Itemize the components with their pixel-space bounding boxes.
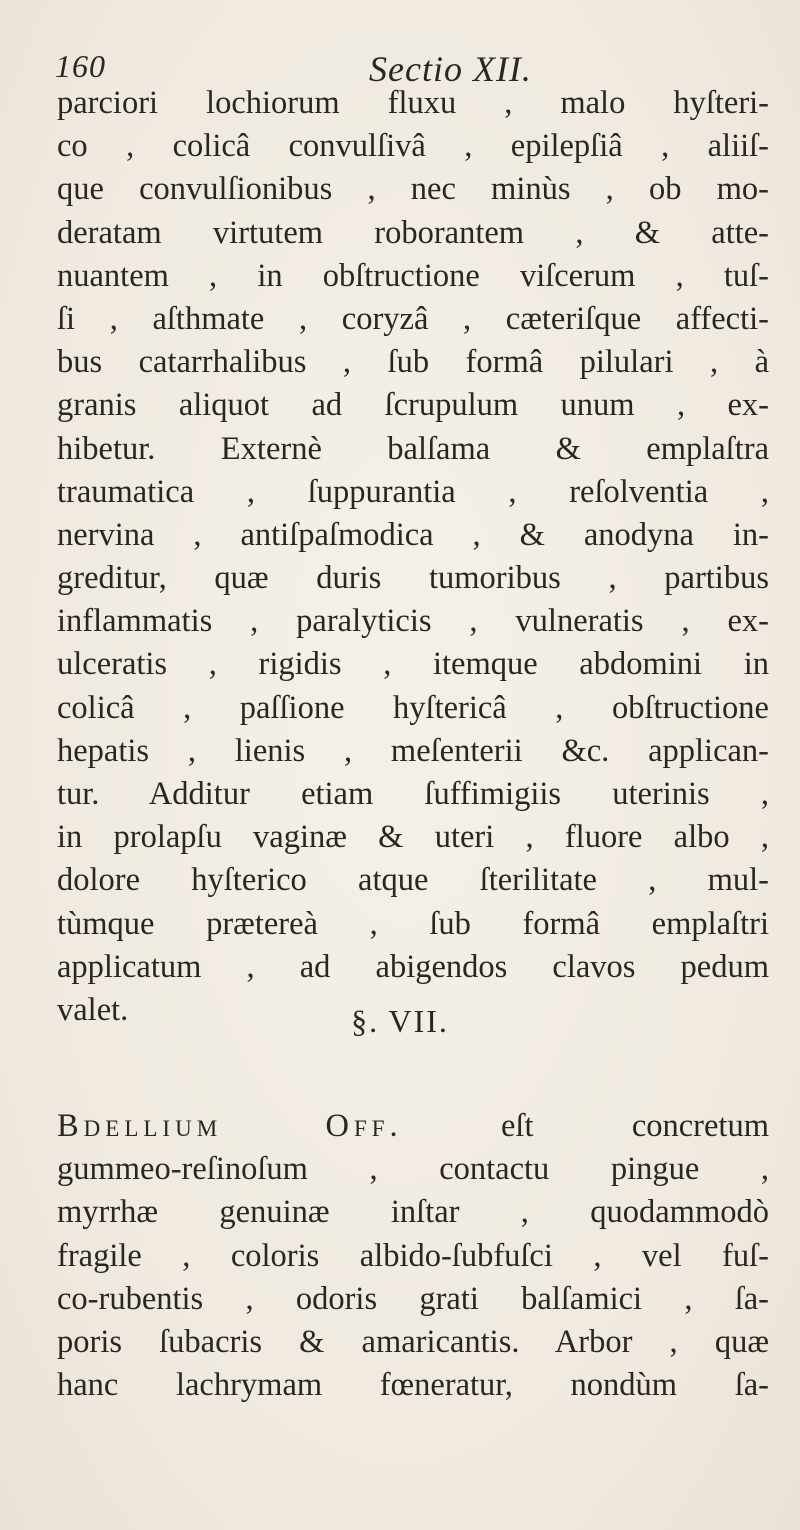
text-line: valet. — [57, 991, 129, 1028]
text-line: deratam virtutem roborantem , & atte- — [57, 214, 769, 251]
text-line: gummeo-reſinoſum , contactu pingue , — [57, 1151, 769, 1188]
text-line: hanc lachrymam fœneratur, nondùm ſa- — [57, 1367, 769, 1404]
running-head: Sectio XII. — [369, 49, 532, 89]
text-line: inflammatis , paralyticis , vulneratis , ex- — [57, 603, 769, 640]
text-line: tur. Additur etiam ſuffimigiis uterinis , — [57, 776, 769, 812]
entry-term: Bdellium Off. — [57, 1108, 403, 1144]
text-line: ſi , aſthmate , coryzâ , cæteriſque affecti- — [57, 300, 769, 337]
paragraph-2-body — [57, 1148, 769, 1407]
text-line: hibetur. Externè balſama & emplaſtra — [57, 430, 769, 467]
text-line: co , colicâ convulſivâ , epilepſiâ , aliiſ- — [57, 128, 769, 165]
text-line: poris ſubacris & amaricantis. Arbor , quæ — [57, 1323, 769, 1360]
text-line: tùmque prætereà , ſub formâ emplaſtri — [57, 905, 769, 942]
text-line: granis aliquot ad ſcrupulum unum , ex- — [57, 387, 769, 424]
paragraph-2 — [57, 1105, 769, 1407]
text-line: bus catarrhalibus , ſub formâ pilulari , à — [57, 344, 769, 381]
text-line: ulceratis , rigidis , itemque abdomini in — [57, 646, 769, 683]
text-line: hepatis , lienis , meſenterii &c. applican- — [57, 732, 769, 769]
text-line: in prolapſu vaginæ & uteri , fluore albo , — [57, 819, 769, 856]
page-number: 160 — [55, 48, 106, 84]
section-heading: §. VII. — [351, 1003, 449, 1039]
paragraph-1 — [57, 82, 769, 1032]
text-line: co-rubentis , odoris grati balſamici , ſa- — [57, 1280, 769, 1317]
text-line: parciori lochiorum fluxu , malo hyſteri- — [57, 85, 769, 121]
text-line: dolore hyſterico atque ſterilitate , mul- — [57, 862, 769, 899]
text-line: nervina , antiſpaſmodica , & anodyna in- — [57, 516, 769, 553]
text-line: nuantem , in obſtructione viſcerum , tuſ- — [57, 257, 769, 294]
paragraph-2-line — [57, 1105, 769, 1148]
text-line: myrrhæ genuinæ inſtar , quodammodò — [57, 1194, 769, 1231]
entry-term-continuation: eſt concretum — [402, 1108, 769, 1144]
text-line: colicâ , paſſione hyſtericâ , obſtructione — [57, 689, 769, 726]
text-line: que convulſionibus , nec minùs , ob mo- — [57, 171, 769, 208]
text-line: applicatum , ad abigendos clavos pedum — [57, 948, 769, 985]
text-line: greditur, quæ duris tumoribus , partibus — [57, 560, 769, 597]
text-line: traumatica , ſuppurantia , reſolventia , — [57, 473, 769, 510]
text-line: fragile , coloris albido-ſubfuſci , vel fuſ- — [57, 1237, 769, 1274]
